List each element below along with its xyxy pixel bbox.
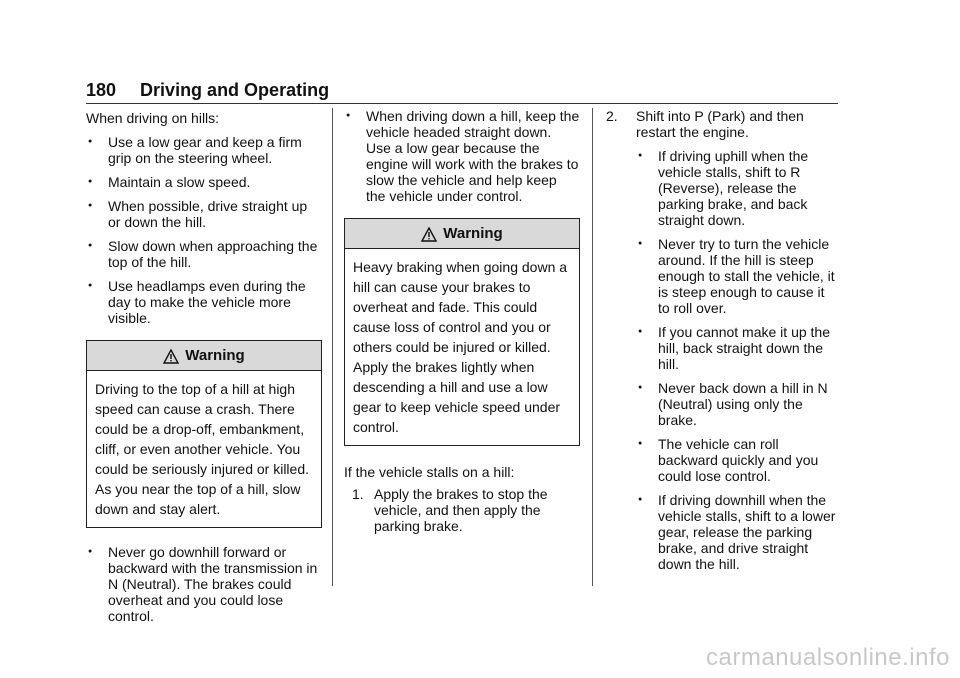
list-item: ● The vehicle can roll backward quickly and you could lose control. bbox=[636, 436, 840, 484]
step-text: Shift into P (Park) and then restart the engine. bbox=[636, 108, 804, 140]
section-title: Driving and Operating bbox=[140, 80, 330, 100]
stall-steps-list-continued bbox=[606, 108, 840, 572]
page-header bbox=[86, 80, 329, 101]
warning-box-heavy-braking bbox=[344, 218, 580, 446]
hills-bullet-list bbox=[86, 134, 322, 326]
column-divider-1 bbox=[332, 108, 333, 586]
list-item: ● Maintain a slow speed. bbox=[86, 174, 322, 190]
header-rule bbox=[86, 103, 838, 104]
list-item: ● If you cannot make it up the hill, back straight down the hill. bbox=[636, 324, 840, 372]
list-item: ● Use headlamps even during the day to make the vehicle more visible. bbox=[86, 278, 322, 326]
list-item: ● If driving downhill when the vehicle stalls, shift to a lower gear, release the parking brake, and drive straight down the hill. bbox=[636, 492, 840, 572]
warning-box-top-of-hill bbox=[86, 340, 322, 528]
column-divider-2 bbox=[592, 108, 593, 586]
hills-intro: When driving on hills: bbox=[86, 110, 220, 126]
site-watermark: carmanualsonline.info bbox=[706, 644, 950, 671]
warning-body: Driving to the top of a hill at high speed can cause a crash. There could be a drop-off, embankment, cliff, or even another vehicle. You could be seriously injured or killed. As you near the top of a hill, slow down and stay alert. bbox=[95, 381, 309, 517]
list-item: ● If driving uphill when the vehicle stalls, shift to R (Reverse), release the parking brake, and back straight down. bbox=[636, 148, 840, 228]
step-number: 2. bbox=[606, 108, 618, 124]
stall-intro: If the vehicle stalls on a hill: bbox=[344, 464, 515, 480]
list-item: ● Slow down when approaching the top of the hill. bbox=[86, 238, 322, 270]
list-item bbox=[344, 486, 580, 534]
list-item: ● When driving down a hill, keep the vehicle headed straight down. Use a low gear because the engine will work with the brakes to slow the vehicle and help keep the vehicle under control. bbox=[344, 108, 580, 204]
step-text: Apply the brakes to stop the vehicle, and then apply the parking brake. bbox=[374, 486, 548, 534]
warning-header bbox=[87, 341, 321, 371]
list-item: ● Never back down a hill in N (Neutral) using only the brake. bbox=[636, 380, 840, 428]
warning-title: Warning bbox=[185, 347, 245, 364]
column-1 bbox=[86, 108, 322, 632]
downhill-bullet-list bbox=[86, 544, 322, 624]
warning-body: Heavy braking when going down a hill can cause your brakes to overheat and fade. This could cause loss of control and you or others could be injured or killed. Apply the brakes lightly when descending a hill and use a low gear to keep vehicle speed under control. bbox=[353, 259, 568, 435]
list-item: ● When possible, drive straight up or down the hill. bbox=[86, 198, 322, 230]
driving-down-bullet-list bbox=[344, 108, 580, 204]
page-number: 180 bbox=[86, 80, 117, 100]
stall-steps-list bbox=[344, 486, 580, 534]
warning-title: Warning bbox=[443, 225, 503, 242]
list-item bbox=[606, 108, 840, 572]
list-item: ● Never try to turn the vehicle around. If the hill is steep enough to stall the vehicle, it is steep enough to cause it to roll over. bbox=[636, 236, 840, 316]
list-item: ● Use a low gear and keep a firm grip on the steering wheel. bbox=[86, 134, 322, 166]
list-item: ● Never go downhill forward or backward with the transmission in N (Neutral). The brakes could overheat and you could lose control. bbox=[86, 544, 322, 624]
warning-header bbox=[345, 219, 579, 249]
column-3 bbox=[606, 108, 840, 580]
column-2 bbox=[344, 108, 580, 540]
step-number: 1. bbox=[352, 486, 364, 502]
warning-triangle-icon bbox=[421, 227, 437, 242]
warning-triangle-icon bbox=[163, 349, 179, 364]
step-sub-bullets bbox=[636, 148, 840, 572]
